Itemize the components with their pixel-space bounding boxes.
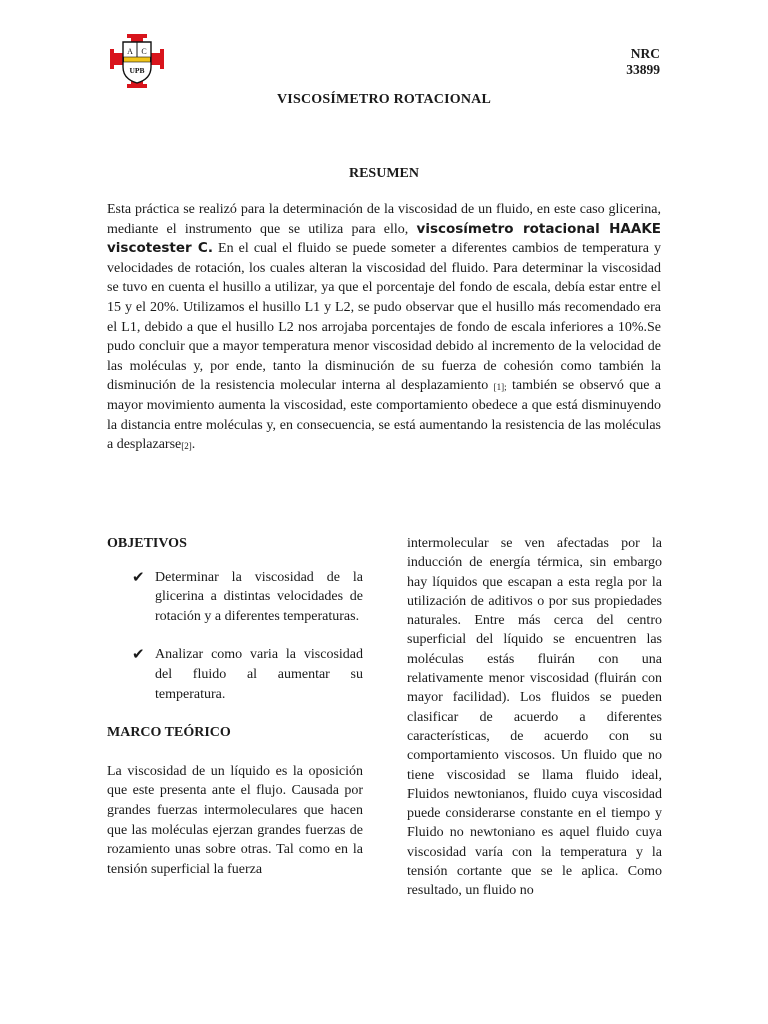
resumen-text-3: también se observó que a mayor movimiento aumenta la viscosidad, este comportamiento obedece a que está disminuyendo la distancia entre moléculas y, en consecuencia, se está aumentando la resistencia de las moléculas a desplazarse xyxy=(107,378,661,453)
marco-teorico-paragraph: La viscosidad de un líquido es la oposición que este presenta ante el flujo. Causada por grandes fuerzas intermoleculares que hacen que las moléculas ejerzan grandes fuerzas de rozamiento unas sobre otras. Tal como en la tensión superficial la fuerza xyxy=(107,763,363,877)
objetivo-text: Analizar como varia la viscosidad del fluido al aumentar su temperatura. xyxy=(155,647,363,702)
svg-text:C: C xyxy=(141,47,147,56)
university-shield-logo xyxy=(109,33,165,89)
left-column xyxy=(107,534,363,879)
resumen-text-2: En el cual el fluido se puede someter a diferentes cambios de temperatura y velocidades de rotación, los cuales alteran la viscosidad del fluido. Para determinar la viscosidad se tuvo en cuenta el husillo a utilizar, ya que el porcentaje del fondo de escala, debía estar entre el 15 y el 20%. Utilizamos el husillo L1 y L2, se pudo observar que el husillo más recomendado era el L1, debido a que el husillo L2 nos arrojaba porcentajes de fondo de escala inferiores a 10%.Se pudo concluir que a mayor temperatura menor viscosidad debido al incremento de la velocidad de las moléculas y, por ende, tanto la disminución de su fuerza de cohesión como también la disminución de la resistencia molecular interna al desplazamiento xyxy=(107,241,662,394)
resumen-text-end: . xyxy=(191,437,196,453)
objetivo-text: Determinar la viscosidad de la glicerina a distintas velocidades de rotación y a diferentes temperaturas. xyxy=(155,569,363,624)
document-title: VISCOSÍMETRO ROTACIONAL xyxy=(277,92,491,107)
right-column-paragraph: intermolecular se ven afectadas por la inducción de energía térmica, sin embargo hay líquidos que escapan a esta regla por la utilización de aditivos o por sus propiedades naturales. Entre más cerca del centro superficial del líquido se encuentren las moléculas estás fluirán con una relativamente menor viscosidad (fluirán con mayor facilidad). Los fluidos se pueden clasificar de acuerdo a diferentes características, de acuerdo con su comportamiento viscosos. Un fluido que no tiene viscosidad se llama fluido ideal, Fluidos newtonianos, fluido cuya viscosidad puede considerarse constante en el tiempo y Fluido no newtoniano es aquel fluido cuya viscosidad varía con la temperatura y la tensión cortante que se le aplica. Como resultado, un fluido no xyxy=(407,536,662,899)
objetivos-heading: OBJETIVOS xyxy=(107,536,187,551)
checkmark-icon: ✔ xyxy=(132,645,145,664)
objetivo-item xyxy=(107,568,363,627)
resumen-paragraph xyxy=(107,200,661,455)
right-column xyxy=(407,534,662,901)
nrc-value: 33899 xyxy=(626,62,660,77)
nrc-label: NRC xyxy=(630,46,660,61)
objetivo-item xyxy=(107,645,363,704)
citation-2: [2] xyxy=(181,441,192,452)
marco-teorico-heading: MARCO TEÓRICO xyxy=(107,725,231,741)
citation-1: [1]; xyxy=(493,382,507,393)
objetivos-list xyxy=(107,568,363,705)
nrc-block xyxy=(626,46,660,78)
checkmark-icon: ✔ xyxy=(132,567,145,586)
resumen-heading: RESUMEN xyxy=(348,166,419,181)
svg-text:A: A xyxy=(127,47,133,56)
resumen-text-1: Esta práctica se realizó para la determinación de la viscosidad de un fluido, en este caso glicerina, mediante el instrumento que se utiliza para ello, xyxy=(107,202,661,237)
svg-text:UPB: UPB xyxy=(129,66,145,75)
instrument-name: viscosímetro rotacional HAAKE viscotester C. xyxy=(107,220,662,257)
